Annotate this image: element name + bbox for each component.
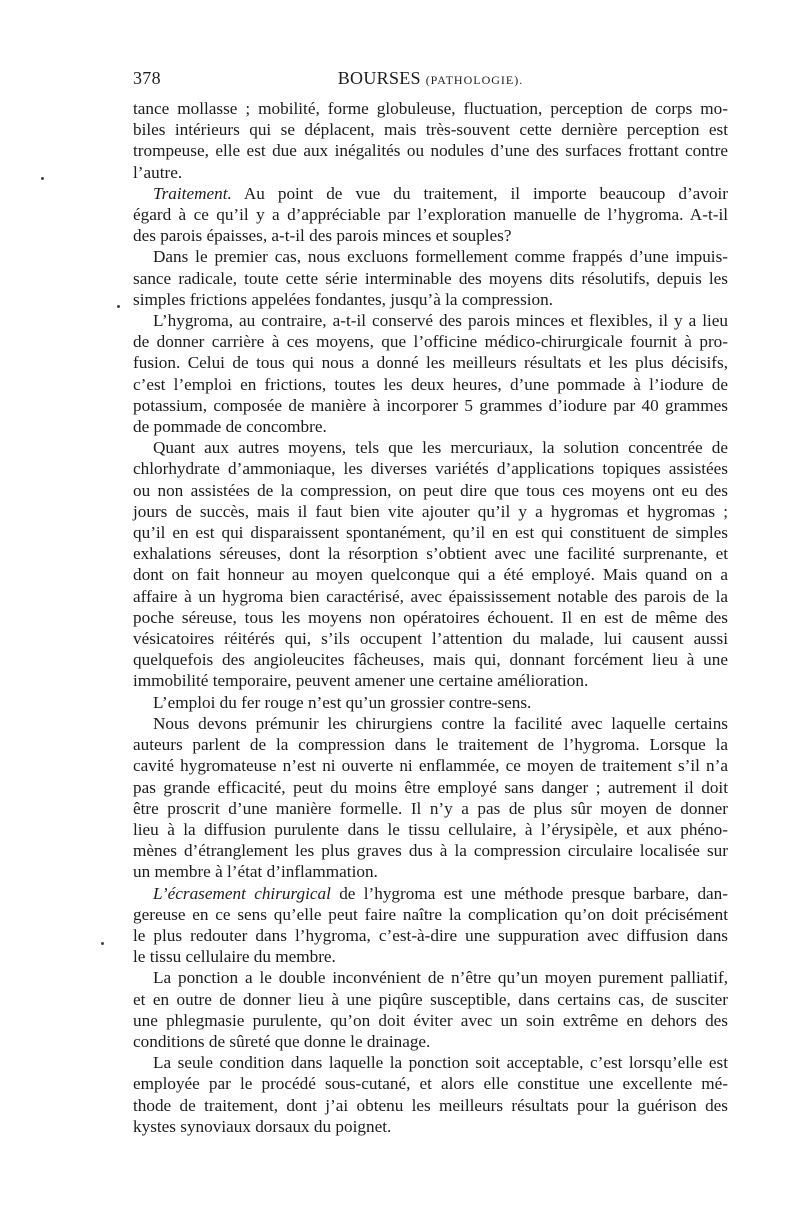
text-line: quelquefois des angioleucites fâcheuses, mais qui, donnant forcément lieu à une [133,650,728,670]
paragraph [133,713,728,883]
text-line: lieu à la diffusion purulente dans le tissu cellulaire, à l’érysipèle, et aux phéno- [133,819,728,839]
text-line: Quant aux autres moyens, tels que les mercuriaux, la solution concentrée de [153,438,728,458]
text-line: mènes d’étranglement les plus graves dus à la compression circulaire localisée sur [133,841,728,861]
margin-mark [117,305,120,308]
text-line: thode de traitement, dont j’ai obtenu les meilleurs résultats pour la guérison des [133,1095,728,1115]
text-line: un membre à l’état d’inflammation. [133,862,378,882]
margin-mark [41,177,44,180]
text-line: et en outre de donner lieu à une piqûre susceptible, dans certains cas, de susciter [133,989,728,1009]
paragraph [133,967,728,1052]
text-line: La seule condition dans laquelle la ponction soit acceptable, c’est lorsqu’elle est [153,1053,728,1073]
text-line: le tissu cellulaire du membre. [133,947,336,967]
paragraph [133,98,728,183]
text-line: kystes synoviaux dorsaux du poignet. [133,1116,392,1136]
text-line: employée par le procédé sous-cutané, et alors elle constitue une excellente mé- [133,1074,728,1094]
text-line: ou non assistées de la compression, on peut dire que tous ces moyens ont eu des [133,480,728,500]
text-line: c’est l’emploi en frictions, toutes les deux heures, d’une pommade à l’iodure de [133,374,728,394]
text-line: La ponction a le double inconvénient de n’être qu’un moyen purement palliatif, [153,968,728,988]
running-header [133,64,728,92]
body-text [133,98,728,1137]
paragraph [133,183,728,247]
text-line: sance radicale, toute cette série interminable des moyens dits résolutifs, depuis les [133,268,728,288]
text-line-rest: de l’hygroma est une méthode presque barbare, dan- [330,883,728,903]
text-line [133,883,728,904]
text-line: poche séreuse, tous les moyens non opératoires échouent. Il en est de même des [133,607,728,627]
text-line: potassium, composée de manière à incorporer 5 grammes d’iodure par 40 grammes [133,395,728,415]
running-title-main: BOURSES [337,68,421,88]
text-line: une phlegmasie purulente, qu’on doit éviter avec un soin extrême en dehors des [133,1010,728,1030]
text-line: qu’il en est qui disparaissent spontanément, qu’il en est qui constituent de simples [133,523,728,543]
text-line: égard à ce qu’il y a d’appréciable par l’exploration manuelle de l’hygroma. A-t-il [133,205,728,225]
text-line: vésicatoires réitérés qui, s’ils occupent l’attention du malade, lui causent aussi [133,629,728,649]
text-line: de pommade de concombre. [133,417,327,437]
text-line: de donner carrière à ces moyens, que l’officine médico-chirurgicale fournit à pro- [133,332,728,352]
text-line: L’hygroma, au contraire, a-t-il conservé des parois minces et flexibles, il y a lieu [153,311,728,331]
margin-mark [101,942,104,945]
text-line: le plus redouter dans l’hygroma, c’est-à-dire une suppuration avec diffusion dans [133,925,728,945]
italic-lead: L’écrasement chirurgical [153,883,331,903]
page-number: 378 [133,68,161,88]
text-line: fusion. Celui de tous qui nous a donné les meilleurs résultats et les plus décisifs, [133,353,728,373]
text-line: exhalations séreuses, dont la résorption s’obtient avec une facilité surprenante, et [133,544,728,564]
text-line: L’emploi du fer rouge n’est qu’un grossier contre-sens. [153,692,532,712]
paragraph [133,246,728,310]
text-line: dont on fait honneur au moyen quelconque qui a été employé. Mais quand on a [133,565,728,585]
paragraph [133,310,728,437]
paragraph [133,1052,728,1137]
text-line: simples frictions appelées fondantes, jusqu’à la compression. [133,289,554,309]
text-line: Dans le premier cas, nous excluons formellement comme frappés d’une impuis- [153,247,728,267]
text-line: gereuse en ce sens qu’elle peut faire naître la complication qu’on doit précisément [133,904,728,924]
text-line: jours de succès, mais il faut bien vite ajouter qu’il y a hygromas et hygromas ; [133,501,728,521]
text-line: tance mollasse ; mobilité, forme globuleuse, fluctuation, perception de corps mo- [133,99,728,118]
running-title-sub: (PATHOLOGIE). [425,73,524,87]
text-line [133,183,728,204]
text-line-rest: Au point de vue du traitement, il importe beaucoup d’avoir [231,183,728,203]
text-line: des parois épaisses, a-t-il des parois minces et souples? [133,226,512,246]
text-line: pas grande efficacité, peut du moins être employé sans danger ; autrement il doit [133,777,728,797]
paragraph [133,437,728,691]
text-line: cavité hygromateuse n’est ni ouverte ni enflammée, ce moyen de traitement s’il n’a [133,756,728,776]
text-line: chlorhydrate d’ammoniaque, les diverses variétés d’applications topiques assistées [133,459,728,479]
text-line: affaire à un hygroma bien caractérisé, avec épaississement notable des parois de la [133,586,728,606]
text-line: auteurs parlent de la compression dans le traitement de l’hygroma. Lorsque la [133,735,728,755]
italic-lead: Traitement. [153,183,232,203]
text-line: trompeuse, elle est due aux inégalités ou nodules d’une des surfaces frottant contre [133,141,728,161]
text-line: biles intérieurs qui se déplacent, mais très-souvent cette dernière perception est [133,120,728,140]
paragraph [133,692,728,713]
text-line: immobilité temporaire, peuvent amener une certaine amélioration. [133,671,589,691]
paragraph [133,883,728,968]
text-line: conditions de sûreté que donne le drainage. [133,1031,431,1051]
running-title [133,68,728,89]
text-line: être proscrit d’une manière formelle. Il n’y a pas de plus sûr moyen de donner [133,798,728,818]
text-line: Nous devons prémunir les chirurgiens contre la facilité avec laquelle certains [153,713,728,733]
text-line: l’autre. [133,162,183,182]
